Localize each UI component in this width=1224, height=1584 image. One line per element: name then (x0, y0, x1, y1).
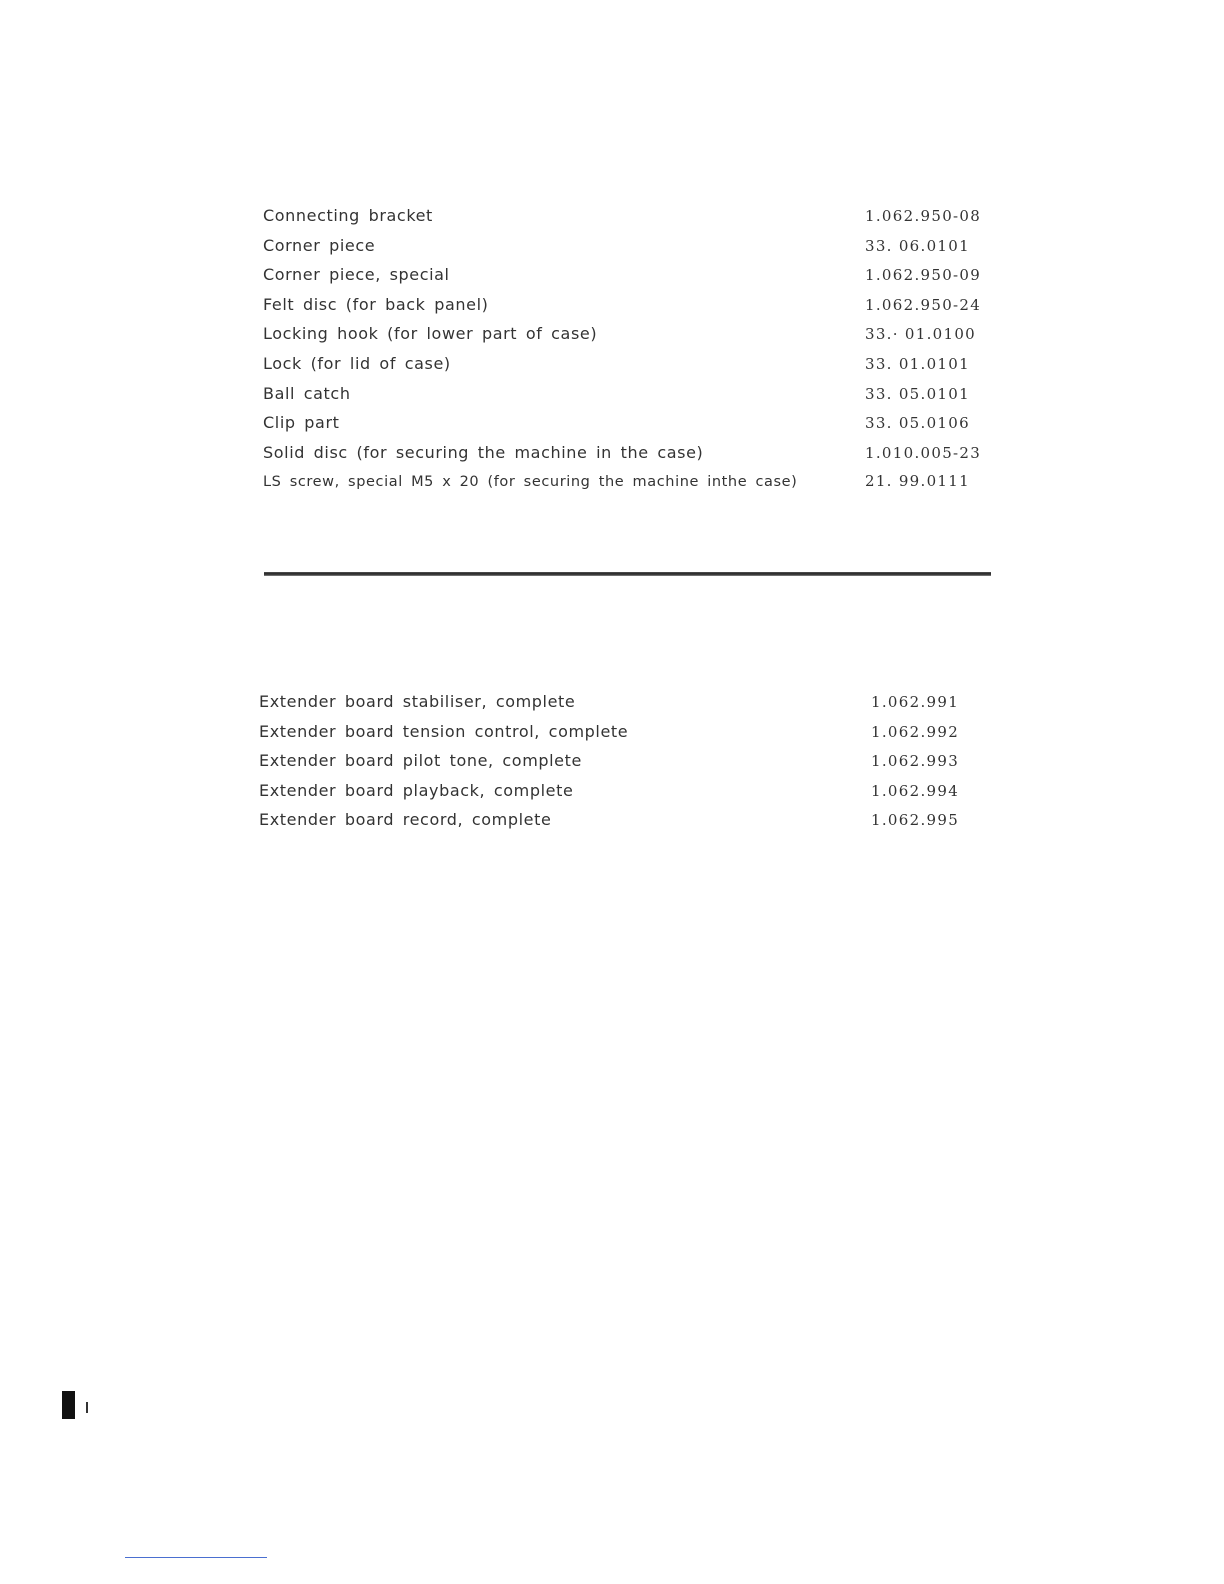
part-description: Connecting bracket (263, 206, 433, 225)
part-row (263, 443, 993, 473)
part-row (263, 265, 993, 295)
part-number: 33. 05.0106 (865, 414, 970, 433)
part-number: 1.010.005-23 (865, 443, 982, 462)
part-row (259, 692, 959, 722)
margin-mark (62, 1391, 75, 1419)
part-row (263, 295, 993, 325)
part-number: 1.062.995 (871, 811, 960, 830)
part-number: 1.062.950-08 (865, 207, 982, 225)
part-number: 33. 01.0101 (865, 354, 970, 373)
part-description: Corner piece, special (263, 265, 450, 285)
part-row (263, 354, 993, 384)
part-description: Extender board record, complete (259, 810, 552, 830)
part-description: Extender board pilot tone, complete (259, 751, 582, 771)
part-row (263, 384, 993, 414)
part-description: Extender board stabiliser, complete (259, 692, 576, 711)
part-number: 33. 05.0101 (865, 384, 970, 403)
part-row (263, 472, 993, 502)
part-number: 1.062.950-09 (865, 266, 982, 285)
part-row (263, 413, 993, 443)
part-description: Clip part (263, 413, 340, 433)
part-number: 1.062.993 (871, 752, 960, 771)
part-number: 33.· 01.0100 (865, 325, 977, 344)
part-description: Ball catch (263, 383, 351, 403)
part-row (263, 324, 993, 354)
part-description: Solid disc (for securing the machine in the case) (263, 442, 704, 462)
part-description: Corner piece (263, 235, 376, 255)
part-description: Extender board playback, complete (259, 780, 574, 800)
part-description: Extender board tension control, complete (259, 721, 629, 741)
part-number: 21. 99.0111 (865, 472, 970, 491)
margin-tick (86, 1402, 88, 1413)
part-description: Lock (for lid of case) (263, 353, 451, 373)
part-description: Locking hook (for lower part of case) (263, 324, 598, 344)
part-number: 1.062.950-24 (865, 295, 982, 314)
part-row (259, 722, 959, 752)
part-row (259, 781, 959, 811)
part-row (259, 751, 959, 781)
part-number: 1.062.994 (871, 781, 960, 800)
footer-rule (125, 1557, 267, 1558)
part-description: Felt disc (for back panel) (263, 294, 489, 314)
section-divider (264, 572, 991, 576)
part-row (259, 810, 959, 840)
extender-boards-list (259, 692, 959, 840)
part-number: 1.062.992 (871, 722, 960, 741)
part-row (263, 206, 993, 236)
part-number: 1.062.991 (871, 693, 960, 711)
part-number: 33. 06.0101 (865, 236, 970, 255)
case-parts-list (263, 206, 993, 502)
part-row (263, 236, 993, 266)
part-description: LS screw, special M5 x 20 (for securing the machine inthe case) (263, 474, 798, 491)
